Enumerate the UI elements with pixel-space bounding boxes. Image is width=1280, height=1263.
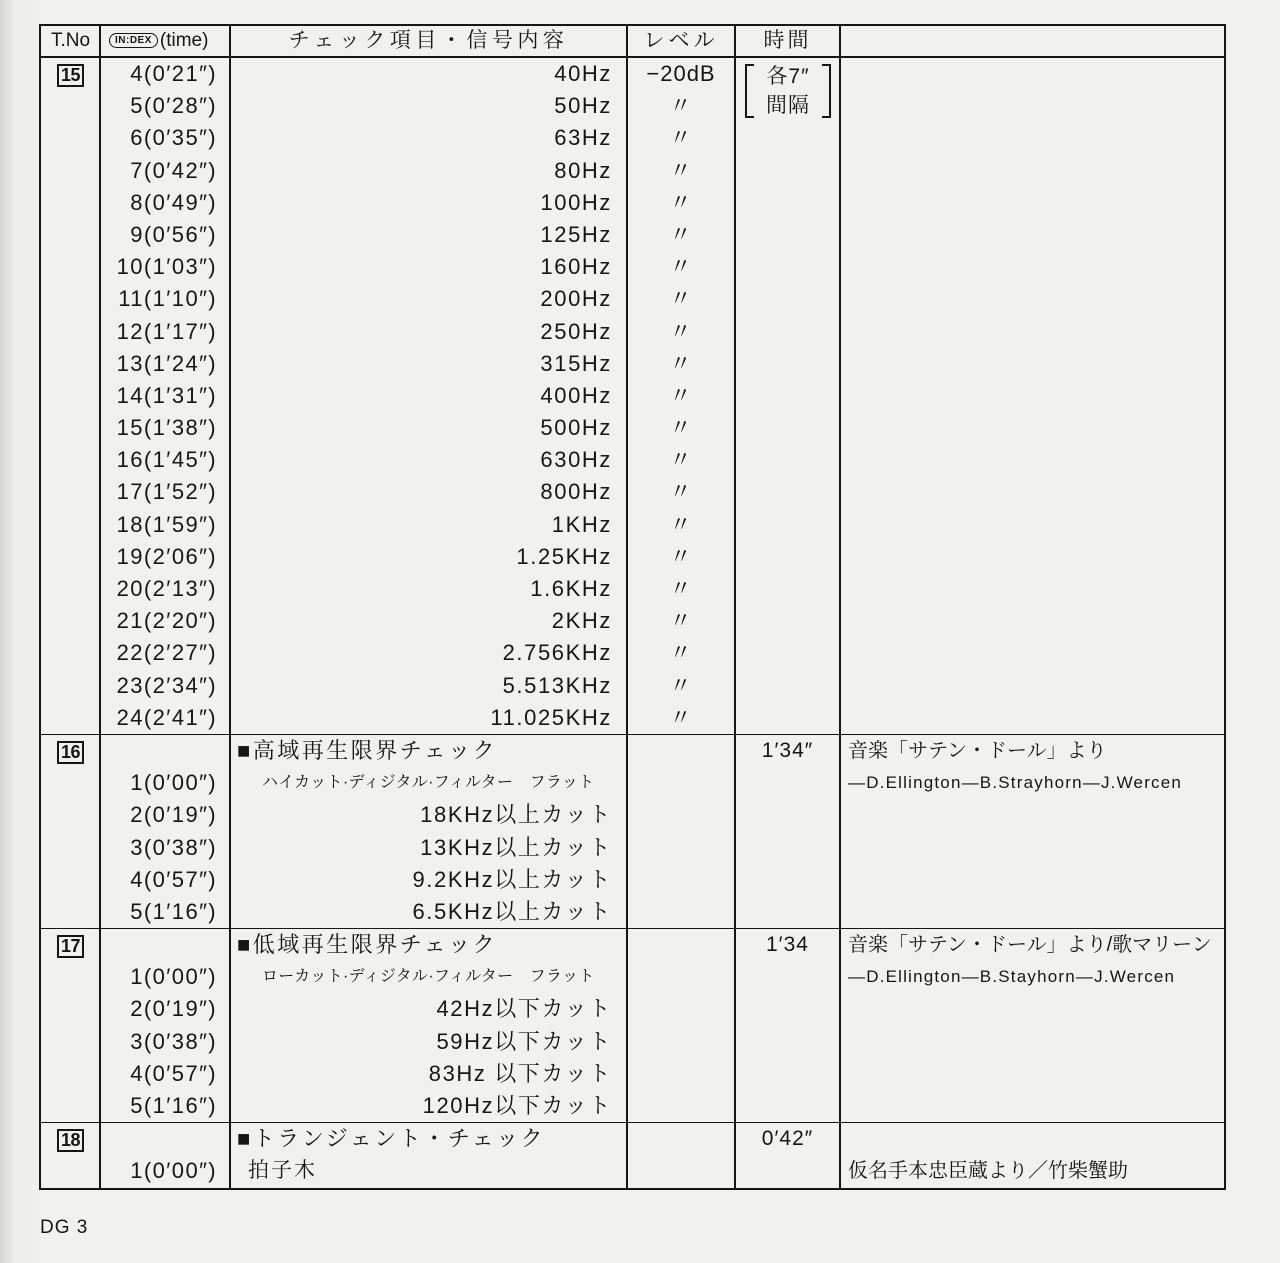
level <box>627 767 735 799</box>
duration: 1′34″ <box>761 738 814 762</box>
remark <box>840 1123 1224 1155</box>
remark <box>840 444 1224 476</box>
index-time-cell <box>100 929 230 961</box>
index-time: 5(1′16″) <box>130 898 217 924</box>
index-row <box>41 993 1224 1025</box>
track-number-cell <box>41 122 100 154</box>
time-cell <box>735 832 840 864</box>
index-time: 5(0′28″) <box>130 93 217 119</box>
signal-content: 500Hz <box>540 415 612 441</box>
time-cell <box>735 799 840 831</box>
column-divider <box>99 26 101 1188</box>
column-divider <box>839 26 841 1188</box>
track-number-cell <box>41 799 100 831</box>
index-row <box>41 155 1224 187</box>
time-cell <box>735 380 840 412</box>
track-number-cell <box>41 283 100 315</box>
index-time: 16(1′45″) <box>116 447 217 473</box>
signal-content: 400Hz <box>540 382 612 408</box>
signal-content: 630Hz <box>540 447 612 473</box>
remark <box>840 380 1224 412</box>
track-number-cell <box>41 541 100 573</box>
level <box>627 1026 735 1058</box>
level: 〃 <box>669 640 693 666</box>
level-cell <box>627 1123 735 1155</box>
signal-content: 80Hz <box>554 157 612 183</box>
level-cell <box>627 735 735 767</box>
track-number-cell <box>41 735 100 767</box>
index-row <box>41 605 1224 637</box>
index-row <box>41 219 1224 251</box>
track-number-cell <box>41 1058 100 1090</box>
remark <box>840 1058 1224 1090</box>
signal-content: 1.6KHz <box>530 576 612 601</box>
index-row <box>41 573 1224 605</box>
index-time: 3(0′38″) <box>130 1028 217 1054</box>
index-row <box>41 412 1224 444</box>
remark <box>840 509 1224 541</box>
remark <box>840 187 1224 219</box>
signal-note: 拍子木 <box>248 1159 317 1183</box>
track-number-badge: 16 <box>57 741 84 764</box>
track-number-cell <box>41 412 100 444</box>
track-number-cell <box>41 1155 100 1187</box>
time-cell <box>735 348 840 380</box>
signal-content: 5.513KHz <box>502 672 612 698</box>
duration: 0′42″ <box>761 1127 814 1151</box>
index-time: 1(0′00″) <box>130 1158 217 1184</box>
time-cell <box>735 283 840 315</box>
index-time: 5(1′16″) <box>130 1093 217 1118</box>
time-cell <box>735 58 840 117</box>
index-row <box>41 1155 1224 1187</box>
track-number-cell <box>41 380 100 412</box>
track-list-table <box>39 24 1226 1190</box>
signal-content: 160Hz <box>540 254 612 280</box>
time-cell <box>735 476 840 508</box>
level <box>627 832 735 864</box>
remark <box>840 702 1224 734</box>
level <box>627 1155 735 1187</box>
index-time: 8(0′49″) <box>130 189 217 215</box>
index-row <box>41 187 1224 219</box>
time-cell <box>735 251 840 283</box>
check-heading-row <box>41 929 1224 961</box>
header-time: 時間 <box>763 29 812 52</box>
track-number-cell <box>41 896 100 928</box>
remark <box>840 348 1224 380</box>
index-time: 4(0′57″) <box>130 866 217 892</box>
level: 〃 <box>669 672 693 698</box>
remark <box>840 1026 1224 1058</box>
index-time: 18(1′59″) <box>116 511 217 537</box>
level: 〃 <box>669 93 693 119</box>
remark <box>840 283 1224 315</box>
track-number-badge: 17 <box>57 935 84 958</box>
index-row <box>41 90 1224 122</box>
header-index-time <box>100 26 230 56</box>
level: 〃 <box>669 479 693 505</box>
remark <box>840 605 1224 637</box>
level <box>627 993 735 1025</box>
signal-content: 125Hz <box>540 221 612 247</box>
time-cell <box>735 90 840 122</box>
level <box>627 864 735 896</box>
time-cell <box>735 1090 840 1122</box>
level: 〃 <box>669 157 693 183</box>
index-time: 2(0′19″) <box>130 996 217 1022</box>
time-cell <box>735 605 840 637</box>
credits: —D.Ellington—B.Strayhorn—J.Wercen <box>848 773 1183 793</box>
level: 〃 <box>669 221 693 247</box>
track-number-cell <box>41 702 100 734</box>
remark <box>840 993 1224 1025</box>
remark <box>840 864 1224 896</box>
index-time: 15(1′38″) <box>116 415 217 441</box>
time-cell <box>735 541 840 573</box>
index-row <box>41 896 1224 928</box>
level: 〃 <box>669 286 693 312</box>
level: 〃 <box>669 318 693 344</box>
level <box>627 1090 735 1122</box>
time-cell <box>735 509 840 541</box>
signal-content: 18KHz以上カット <box>420 802 612 828</box>
column-divider <box>229 26 231 1188</box>
level: 〃 <box>669 543 693 569</box>
index-time: 24(2′41″) <box>116 704 217 730</box>
level: 〃 <box>669 350 693 376</box>
signal-content: 40Hz <box>554 61 612 86</box>
time-cell <box>735 1058 840 1090</box>
time-cell <box>735 219 840 251</box>
index-time: 21(2′20″) <box>116 608 217 634</box>
remark <box>840 90 1224 122</box>
track-number-cell <box>41 155 100 187</box>
header-remark <box>840 26 1224 56</box>
index-row <box>41 444 1224 476</box>
track-number-cell <box>41 670 100 702</box>
track-number-cell <box>41 864 100 896</box>
index-row <box>41 637 1224 669</box>
index-time: 19(2′06″) <box>116 543 217 569</box>
index-time: 22(2′27″) <box>116 640 217 666</box>
track-number-cell <box>41 476 100 508</box>
index-time: 1(0′00″) <box>130 770 217 796</box>
level: 〃 <box>669 254 693 280</box>
level: 〃 <box>669 447 693 473</box>
signal-content: 59Hz以下カット <box>436 1028 612 1054</box>
table-body <box>41 58 1224 1188</box>
header-time-label: (time) <box>159 30 209 51</box>
track-number-cell <box>41 1090 100 1122</box>
index-time: 17(1′52″) <box>116 479 217 505</box>
credits: —D.Ellington—B.Stayhorn—J.Wercen <box>848 967 1176 987</box>
track-number-cell <box>41 348 100 380</box>
signal-content: 315Hz <box>540 350 612 376</box>
track-number-cell <box>41 993 100 1025</box>
level: 〃 <box>669 511 693 537</box>
index-time: 9(0′56″) <box>130 221 217 247</box>
index-time: 23(2′34″) <box>116 672 217 698</box>
signal-content: 1KHz <box>551 511 612 537</box>
index-time: 4(0′57″) <box>130 1060 217 1086</box>
index-time-cell <box>100 1123 230 1155</box>
level: 〃 <box>669 415 693 441</box>
column-divider <box>734 26 736 1188</box>
check-heading-row <box>41 1123 1224 1155</box>
track-number-cell <box>41 90 100 122</box>
signal-content: 13KHz以上カット <box>420 834 612 860</box>
level <box>627 961 735 993</box>
remark <box>840 219 1224 251</box>
time-cell <box>735 1026 840 1058</box>
check-item-heading: ■低域再生限界チェック <box>237 932 498 958</box>
time-cell <box>735 993 840 1025</box>
index-row <box>41 799 1224 831</box>
signal-content: 1.25KHz <box>516 543 612 569</box>
track-16-group <box>41 734 1224 928</box>
remark <box>840 799 1224 831</box>
time-cell <box>735 864 840 896</box>
remark <box>840 573 1224 605</box>
signal-content: 50Hz <box>554 93 612 119</box>
index-time: 14(1′31″) <box>116 382 217 408</box>
time-cell <box>735 1155 840 1187</box>
signal-content: 2KHz <box>551 608 612 634</box>
index-row <box>41 702 1224 734</box>
remark <box>840 670 1224 702</box>
track-number-cell <box>41 961 100 993</box>
track-17-group <box>41 928 1224 1122</box>
time-cell <box>735 573 840 605</box>
index-time: 7(0′42″) <box>130 157 217 183</box>
remark <box>840 1090 1224 1122</box>
remark <box>840 896 1224 928</box>
track-number-badge: 15 <box>57 64 84 87</box>
track-number-cell <box>41 444 100 476</box>
time-cell <box>735 702 840 734</box>
track-number-cell <box>41 1026 100 1058</box>
remark <box>840 476 1224 508</box>
check-heading-row <box>41 735 1224 767</box>
remark <box>840 541 1224 573</box>
track-number-cell <box>41 832 100 864</box>
signal-content: 42Hz以下カット <box>436 996 612 1022</box>
index-time-cell <box>100 735 230 767</box>
level-cell <box>627 929 735 961</box>
signal-content: 6.5KHz以上カット <box>412 898 612 924</box>
signal-content: 63Hz <box>554 125 612 151</box>
index-row <box>41 348 1224 380</box>
header-check-item: チェック項目・信号内容 <box>288 29 569 52</box>
index-row <box>41 832 1224 864</box>
index-time: 1(0′00″) <box>130 964 217 990</box>
signal-content: 100Hz <box>540 189 612 215</box>
table-header <box>41 26 1224 58</box>
track-number-cell <box>41 251 100 283</box>
level: 〃 <box>669 189 693 215</box>
index-row <box>41 1026 1224 1058</box>
column-divider <box>626 26 628 1188</box>
index-time: 13(1′24″) <box>116 350 217 376</box>
index-row <box>41 961 1224 993</box>
remark: 音楽「サテン・ドール」より/歌マリーン <box>848 934 1212 957</box>
index-row <box>41 541 1224 573</box>
interval-each: 各7″ <box>766 65 810 88</box>
track-number-cell <box>41 605 100 637</box>
index-row <box>41 122 1224 154</box>
signal-content: 800Hz <box>540 479 612 505</box>
remark: 音楽「サテン・ドール」より <box>848 739 1107 762</box>
remark <box>840 155 1224 187</box>
track-number-badge: 18 <box>57 1129 84 1152</box>
index-row <box>41 670 1224 702</box>
time-cell <box>735 187 840 219</box>
index-time: 10(1′03″) <box>116 254 217 280</box>
track-number-cell <box>41 58 100 90</box>
level: 〃 <box>669 576 693 601</box>
remark <box>840 251 1224 283</box>
signal-content: 83Hz 以下カット <box>428 1060 612 1086</box>
time-cell <box>735 896 840 928</box>
index-time: 3(0′38″) <box>130 834 217 860</box>
time-cell <box>735 767 840 799</box>
signal-content: 11.025KHz <box>490 704 612 730</box>
index-time: 4(0′21″) <box>130 61 217 86</box>
filter-setting: ハイカット·ディジタル·フィルター フラット <box>262 774 595 792</box>
check-item-heading: ■トランジェント・チェック <box>237 1126 546 1152</box>
index-row <box>41 509 1224 541</box>
header-track-number: T.No <box>50 30 91 51</box>
track-number-cell <box>41 509 100 541</box>
index-row <box>41 316 1224 348</box>
index-row <box>41 251 1224 283</box>
level: 〃 <box>669 704 693 730</box>
track-number-cell <box>41 219 100 251</box>
index-time: 12(1′17″) <box>116 318 217 344</box>
signal-content: 120Hz以下カット <box>422 1093 612 1118</box>
time-cell <box>735 412 840 444</box>
track-number-cell <box>41 929 100 961</box>
filter-setting: ローカット·ディジタル·フィルター フラット <box>262 968 595 986</box>
track-number-cell <box>41 573 100 605</box>
time-cell <box>735 316 840 348</box>
index-row <box>41 1058 1224 1090</box>
time-cell <box>735 670 840 702</box>
header-level: レベル <box>643 29 719 52</box>
level <box>627 1058 735 1090</box>
interval-label: 間隔 <box>766 94 810 117</box>
level <box>627 896 735 928</box>
time-cell <box>735 637 840 669</box>
index-row <box>41 1090 1224 1122</box>
track-number-cell <box>41 187 100 219</box>
remark: 仮名手本忠臣蔵より／竹柴蟹助 <box>848 1160 1128 1183</box>
remark <box>840 58 1224 90</box>
time-cell <box>735 444 840 476</box>
track-15-group <box>41 58 1224 734</box>
duration: 1′34 <box>766 933 809 957</box>
level: 〃 <box>669 608 693 634</box>
signal-content: 250Hz <box>540 318 612 344</box>
index-time: 20(2′13″) <box>116 576 217 601</box>
index-row <box>41 864 1224 896</box>
track-number-cell <box>41 316 100 348</box>
index-row <box>41 476 1224 508</box>
remark <box>840 832 1224 864</box>
remark <box>840 637 1224 669</box>
page-number: DG 3 <box>40 1217 89 1238</box>
level: 〃 <box>669 382 693 408</box>
level: −20dB <box>646 61 716 86</box>
index-logo-icon: IN:DEX <box>109 33 158 48</box>
remark <box>840 316 1224 348</box>
time-cell <box>735 155 840 187</box>
level <box>627 799 735 831</box>
track-18-group <box>41 1122 1224 1187</box>
track-number-cell <box>41 1123 100 1155</box>
level: 〃 <box>669 125 693 151</box>
index-time: 11(1′10″) <box>118 286 217 312</box>
remark <box>840 122 1224 154</box>
index-time: 6(0′35″) <box>130 125 217 151</box>
time-cell <box>735 961 840 993</box>
track-number-cell <box>41 637 100 669</box>
index-row <box>41 380 1224 412</box>
check-item-heading: ■高域再生限界チェック <box>237 737 498 763</box>
signal-content: 200Hz <box>540 286 612 312</box>
signal-content: 9.2KHz以上カット <box>412 866 612 892</box>
index-row <box>41 283 1224 315</box>
track-number-cell <box>41 767 100 799</box>
signal-content: 2.756KHz <box>502 640 612 666</box>
remark <box>840 412 1224 444</box>
index-row <box>41 767 1224 799</box>
time-cell <box>735 122 840 154</box>
index-time: 2(0′19″) <box>130 802 217 828</box>
